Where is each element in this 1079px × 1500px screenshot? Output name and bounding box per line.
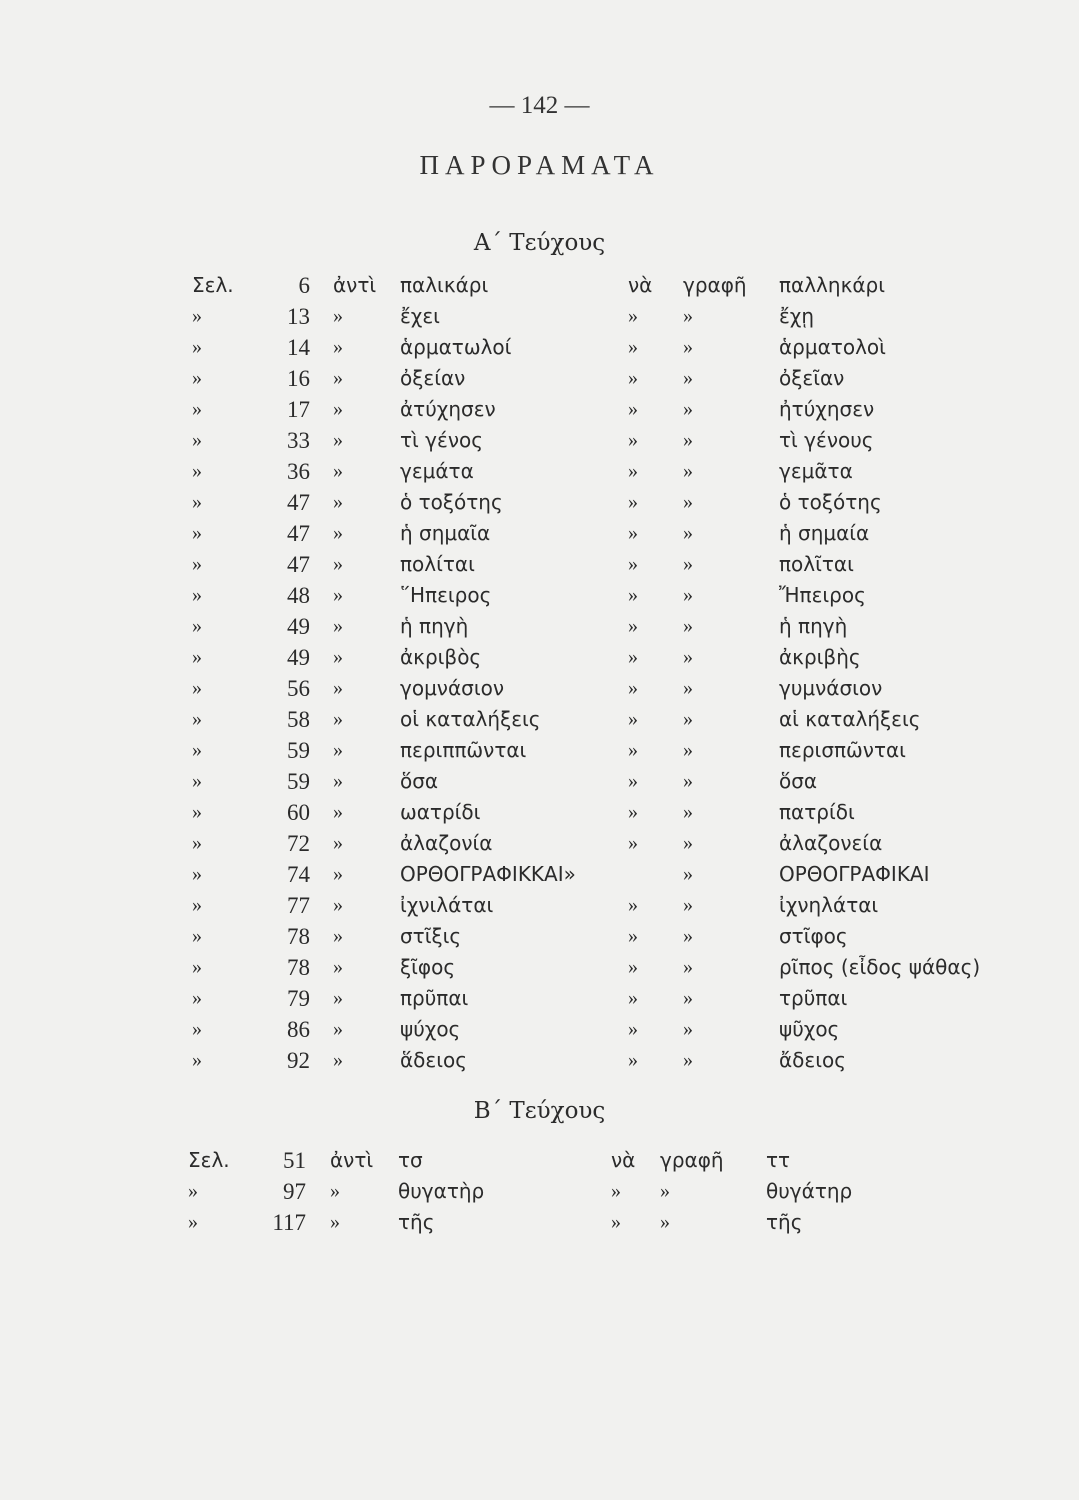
row-written: » — [683, 336, 693, 358]
row-written: » — [683, 863, 693, 885]
erratum-row — [0, 363, 1079, 394]
erratum-row — [0, 1014, 1079, 1045]
row-page-number: 86 — [287, 1017, 310, 1042]
row-erroneous-text: πρῦπαι — [400, 986, 469, 1010]
row-written: » — [683, 925, 693, 947]
row-page-number: 60 — [287, 800, 310, 825]
erratum-row — [0, 890, 1079, 921]
row-instead-of: » — [333, 832, 343, 854]
row-written: » — [683, 305, 693, 327]
row-corrected-text: ἡ πηγὴ — [779, 614, 848, 638]
row-instead-of: » — [333, 491, 343, 513]
row-corrected-text: πολῖται — [779, 552, 854, 576]
row-instead-of: » — [333, 460, 343, 482]
row-page-number: 97 — [283, 1179, 306, 1204]
row-to-be: » — [628, 615, 638, 637]
row-erroneous-text: ἔχει — [400, 304, 440, 328]
row-written: » — [660, 1180, 670, 1202]
erratum-row — [0, 673, 1079, 704]
row-corrected-text: ὁ τοξότης — [779, 490, 882, 514]
row-written: » — [683, 429, 693, 451]
row-to-be: » — [628, 832, 638, 854]
row-instead-of: » — [330, 1180, 340, 1202]
row-erroneous-text: γεμάτα — [400, 459, 474, 483]
row-corrected-text: παλληκάρι — [779, 273, 886, 297]
row-to-be: » — [628, 367, 638, 389]
row-sel-label: » — [192, 398, 202, 420]
row-corrected-text: στῖφος — [779, 924, 848, 948]
row-written: » — [683, 956, 693, 978]
row-sel-label: » — [192, 677, 202, 699]
erratum-row — [0, 859, 1079, 890]
row-corrected-text: ἄδειος — [779, 1048, 846, 1072]
erratum-row — [0, 735, 1079, 766]
row-erroneous-text: ἀκριβὸς — [400, 645, 482, 669]
row-to-be: » — [628, 398, 638, 420]
row-to-be: » — [628, 708, 638, 730]
row-page-number: 77 — [287, 893, 310, 918]
row-corrected-text: ἔχῃ — [779, 304, 815, 328]
row-page-number: 14 — [287, 335, 310, 360]
row-written: » — [683, 615, 693, 637]
row-instead-of: » — [333, 925, 343, 947]
row-sel-label: » — [192, 739, 202, 761]
erratum-row — [0, 518, 1079, 549]
row-instead-of: » — [333, 739, 343, 761]
row-sel-label: » — [192, 646, 202, 668]
row-corrected-text: τὶ γένους — [779, 428, 874, 452]
row-written: » — [683, 367, 693, 389]
row-corrected-text: ἀλαζονεία — [779, 831, 883, 855]
row-instead-of: » — [333, 522, 343, 544]
row-corrected-text: ρῖπος (εἶδος ψάθας) — [779, 955, 981, 979]
row-instead-of: » — [333, 987, 343, 1009]
row-erroneous-text: τσ — [398, 1148, 423, 1172]
row-page-number: 92 — [287, 1048, 310, 1073]
row-sel-label: » — [192, 1018, 202, 1040]
row-sel-label: » — [192, 615, 202, 637]
row-to-be: » — [628, 770, 638, 792]
row-to-be: » — [628, 677, 638, 699]
row-page-number: 59 — [287, 769, 310, 794]
row-erroneous-text: ὅσα — [400, 769, 439, 793]
row-corrected-text: ττ — [766, 1148, 791, 1172]
row-instead-of: » — [333, 553, 343, 575]
row-erroneous-text: περιππῶνται — [400, 738, 527, 762]
row-to-be: » — [628, 925, 638, 947]
row-page-number: 33 — [287, 428, 310, 453]
row-sel-label: » — [192, 801, 202, 823]
row-sel-label: » — [192, 460, 202, 482]
row-written: » — [660, 1211, 670, 1233]
row-to-be: » — [628, 739, 638, 761]
row-page-number: 51 — [283, 1148, 306, 1173]
row-erroneous-text: θυγατὴρ — [398, 1179, 485, 1203]
row-page-number: 16 — [287, 366, 310, 391]
erratum-row — [0, 549, 1079, 580]
row-corrected-text: ἰχνηλάται — [779, 893, 879, 917]
row-corrected-text: πατρίδι — [779, 800, 855, 824]
row-corrected-text: αἱ καταλήξεις — [779, 707, 921, 731]
row-erroneous-text: παλικάρι — [400, 273, 489, 297]
row-corrected-text: γυμνάσιον — [779, 676, 883, 700]
erratum-row — [0, 766, 1079, 797]
row-sel-label: » — [188, 1211, 198, 1233]
erratum-row — [0, 797, 1079, 828]
row-instead-of: » — [333, 894, 343, 916]
row-sel-label: » — [188, 1180, 198, 1202]
erratum-row — [0, 394, 1079, 425]
row-instead-of: » — [333, 863, 343, 885]
erratum-row — [0, 611, 1079, 642]
row-sel-label: » — [192, 832, 202, 854]
row-written: » — [683, 584, 693, 606]
row-erroneous-text: ψύχος — [400, 1017, 461, 1041]
row-page-number: 48 — [287, 583, 310, 608]
row-page-number: 117 — [272, 1210, 306, 1235]
row-page-number: 47 — [287, 490, 310, 515]
row-instead-of: » — [333, 1018, 343, 1040]
row-page-number: 36 — [287, 459, 310, 484]
row-page-number: 17 — [287, 397, 310, 422]
row-corrected-text: ἀκριβὴς — [779, 645, 861, 669]
row-to-be: » — [611, 1211, 621, 1233]
row-instead-of: » — [333, 708, 343, 730]
row-to-be: » — [628, 336, 638, 358]
row-erroneous-text: τῆς — [398, 1210, 435, 1234]
row-to-be: » — [628, 1049, 638, 1071]
erratum-row — [0, 487, 1079, 518]
row-erroneous-text: πολίται — [400, 552, 475, 576]
row-instead-of: » — [333, 305, 343, 327]
row-to-be: » — [628, 305, 638, 327]
row-page-number: 49 — [287, 645, 310, 670]
row-written: » — [683, 677, 693, 699]
row-corrected-text: ψῦχος — [779, 1017, 840, 1041]
row-erroneous-text: ὁ τοξότης — [400, 490, 503, 514]
row-to-be: νὰ — [628, 273, 653, 297]
erratum-row — [0, 1207, 1079, 1238]
row-written: » — [683, 708, 693, 730]
row-instead-of: » — [333, 646, 343, 668]
row-written: » — [683, 491, 693, 513]
row-written: » — [683, 522, 693, 544]
row-to-be: » — [628, 522, 638, 544]
row-page-number: 6 — [298, 273, 310, 298]
row-sel-label: » — [192, 305, 202, 327]
row-corrected-text: ΟΡΘΟΓΡΑΦΙΚΑΙ — [779, 862, 930, 886]
row-written: » — [683, 1049, 693, 1071]
row-written: γραφῆ — [683, 273, 747, 297]
row-sel-label: » — [192, 429, 202, 451]
row-to-be: » — [628, 584, 638, 606]
row-erroneous-text: τὶ γένος — [400, 428, 483, 452]
erratum-row — [0, 270, 1079, 301]
row-erroneous-text: ξῖφος — [400, 955, 456, 979]
row-sel-label: » — [192, 553, 202, 575]
row-page-number: 49 — [287, 614, 310, 639]
row-written: » — [683, 1018, 693, 1040]
row-to-be: » — [628, 1018, 638, 1040]
row-to-be: » — [628, 460, 638, 482]
row-sel-label: » — [192, 956, 202, 978]
row-erroneous-text: ἀλαζονία — [400, 831, 493, 855]
row-erroneous-text: οἱ καταλήξεις — [400, 707, 541, 731]
row-instead-of: » — [333, 367, 343, 389]
row-corrected-text: θυγάτηρ — [766, 1179, 853, 1203]
row-instead-of: » — [330, 1211, 340, 1233]
row-corrected-text: τῆς — [766, 1210, 803, 1234]
row-page-number: 58 — [287, 707, 310, 732]
row-sel-label: » — [192, 708, 202, 730]
row-page-number: 72 — [287, 831, 310, 856]
row-written: γραφῆ — [660, 1148, 724, 1172]
erratum-row — [0, 1176, 1079, 1207]
row-written: » — [683, 832, 693, 854]
row-corrected-text: ἁρματολοὶ — [779, 335, 886, 359]
row-page-number: 74 — [287, 862, 310, 887]
row-to-be: » — [628, 801, 638, 823]
row-to-be: νὰ — [611, 1148, 636, 1172]
row-to-be: » — [628, 987, 638, 1009]
row-sel-label: » — [192, 522, 202, 544]
row-page-number: 47 — [287, 552, 310, 577]
row-instead-of: » — [333, 429, 343, 451]
erratum-row — [0, 828, 1079, 859]
row-erroneous-text: ἡ πηγὴ — [400, 614, 469, 638]
row-to-be: » — [628, 894, 638, 916]
row-written: » — [683, 894, 693, 916]
row-corrected-text: ὀξεῖαν — [779, 366, 845, 390]
row-to-be: » — [628, 646, 638, 668]
section-b-heading: Β΄ Τεύχους — [473, 1098, 606, 1124]
row-instead-of: ἀντὶ — [330, 1148, 374, 1172]
row-corrected-text: γεμᾶτα — [779, 459, 853, 483]
row-to-be: » — [628, 429, 638, 451]
row-corrected-text: ἡ σημαία — [779, 521, 870, 545]
row-sel-label: Σελ. — [188, 1148, 230, 1172]
erratum-row — [0, 1045, 1079, 1076]
erratum-row — [0, 456, 1079, 487]
row-written: » — [683, 460, 693, 482]
row-sel-label: » — [192, 584, 202, 606]
row-to-be: » — [628, 491, 638, 513]
erratum-row — [0, 425, 1079, 456]
row-to-be: » — [611, 1180, 621, 1202]
row-sel-label: » — [192, 894, 202, 916]
row-erroneous-text: ἰχνιλάται — [400, 893, 494, 917]
erratum-row — [0, 952, 1079, 983]
row-instead-of: » — [333, 801, 343, 823]
row-sel-label: » — [192, 491, 202, 513]
row-erroneous-text: γομνάσιον — [400, 676, 505, 700]
row-corrected-text: ὅσα — [779, 769, 818, 793]
erratum-row — [0, 580, 1079, 611]
row-written: » — [683, 770, 693, 792]
row-page-number: 78 — [287, 955, 310, 980]
row-erroneous-text: ωατρίδι — [400, 800, 481, 824]
erratum-row — [0, 642, 1079, 673]
row-instead-of: » — [333, 615, 343, 637]
erratum-row — [0, 983, 1079, 1014]
row-to-be: » — [628, 956, 638, 978]
row-erroneous-text: ἅδειος — [400, 1048, 467, 1072]
row-sel-label: » — [192, 863, 202, 885]
row-erroneous-text: ἁρματωλοί — [400, 335, 512, 359]
row-page-number: 13 — [287, 304, 310, 329]
row-written: » — [683, 801, 693, 823]
row-page-number: 79 — [287, 986, 310, 1011]
row-corrected-text: ἠτύχησεν — [779, 397, 875, 421]
page-title: ΠΑΡΟΡΑΜΑΤΑ — [419, 150, 660, 180]
row-instead-of: ἀντὶ — [333, 273, 377, 297]
row-erroneous-text: ΟΡΘΟΓΡΑΦΙΚΚΑΙ» — [400, 862, 576, 886]
row-to-be: » — [628, 553, 638, 575]
row-written: » — [683, 739, 693, 761]
row-instead-of: » — [333, 677, 343, 699]
row-sel-label: » — [192, 925, 202, 947]
row-page-number: 47 — [287, 521, 310, 546]
erratum-row — [0, 301, 1079, 332]
row-written: » — [683, 646, 693, 668]
row-corrected-text: τρῦπαι — [779, 986, 848, 1010]
section-a-heading: Α΄ Τεύχους — [473, 230, 606, 256]
row-written: » — [683, 987, 693, 1009]
row-sel-label: » — [192, 1049, 202, 1071]
row-page-number: 78 — [287, 924, 310, 949]
row-instead-of: » — [333, 1049, 343, 1071]
row-instead-of: » — [333, 584, 343, 606]
erratum-row — [0, 921, 1079, 952]
erratum-row — [0, 704, 1079, 735]
page-number: — 142 — — [489, 92, 590, 119]
row-erroneous-text: ὀξείαν — [400, 366, 466, 390]
row-written: » — [683, 553, 693, 575]
row-erroneous-text: ἀτύχησεν — [400, 397, 496, 421]
erratum-row — [0, 1145, 1079, 1176]
row-sel-label: » — [192, 987, 202, 1009]
row-written: » — [683, 398, 693, 420]
row-sel-label: » — [192, 367, 202, 389]
row-erroneous-text: στῖξις — [400, 924, 462, 948]
row-sel-label: Σελ. — [192, 273, 234, 297]
row-corrected-text: περισπῶνται — [779, 738, 906, 762]
row-instead-of: » — [333, 770, 343, 792]
row-page-number: 59 — [287, 738, 310, 763]
row-instead-of: » — [333, 956, 343, 978]
row-erroneous-text: ἡ σημαῖα — [400, 521, 491, 545]
row-sel-label: » — [192, 336, 202, 358]
erratum-row — [0, 332, 1079, 363]
row-instead-of: » — [333, 336, 343, 358]
row-erroneous-text: ῞Ηπειρος — [400, 583, 492, 607]
row-page-number: 56 — [287, 676, 310, 701]
row-instead-of: » — [333, 398, 343, 420]
row-corrected-text: Ἤπειρος — [779, 583, 866, 607]
row-sel-label: » — [192, 770, 202, 792]
